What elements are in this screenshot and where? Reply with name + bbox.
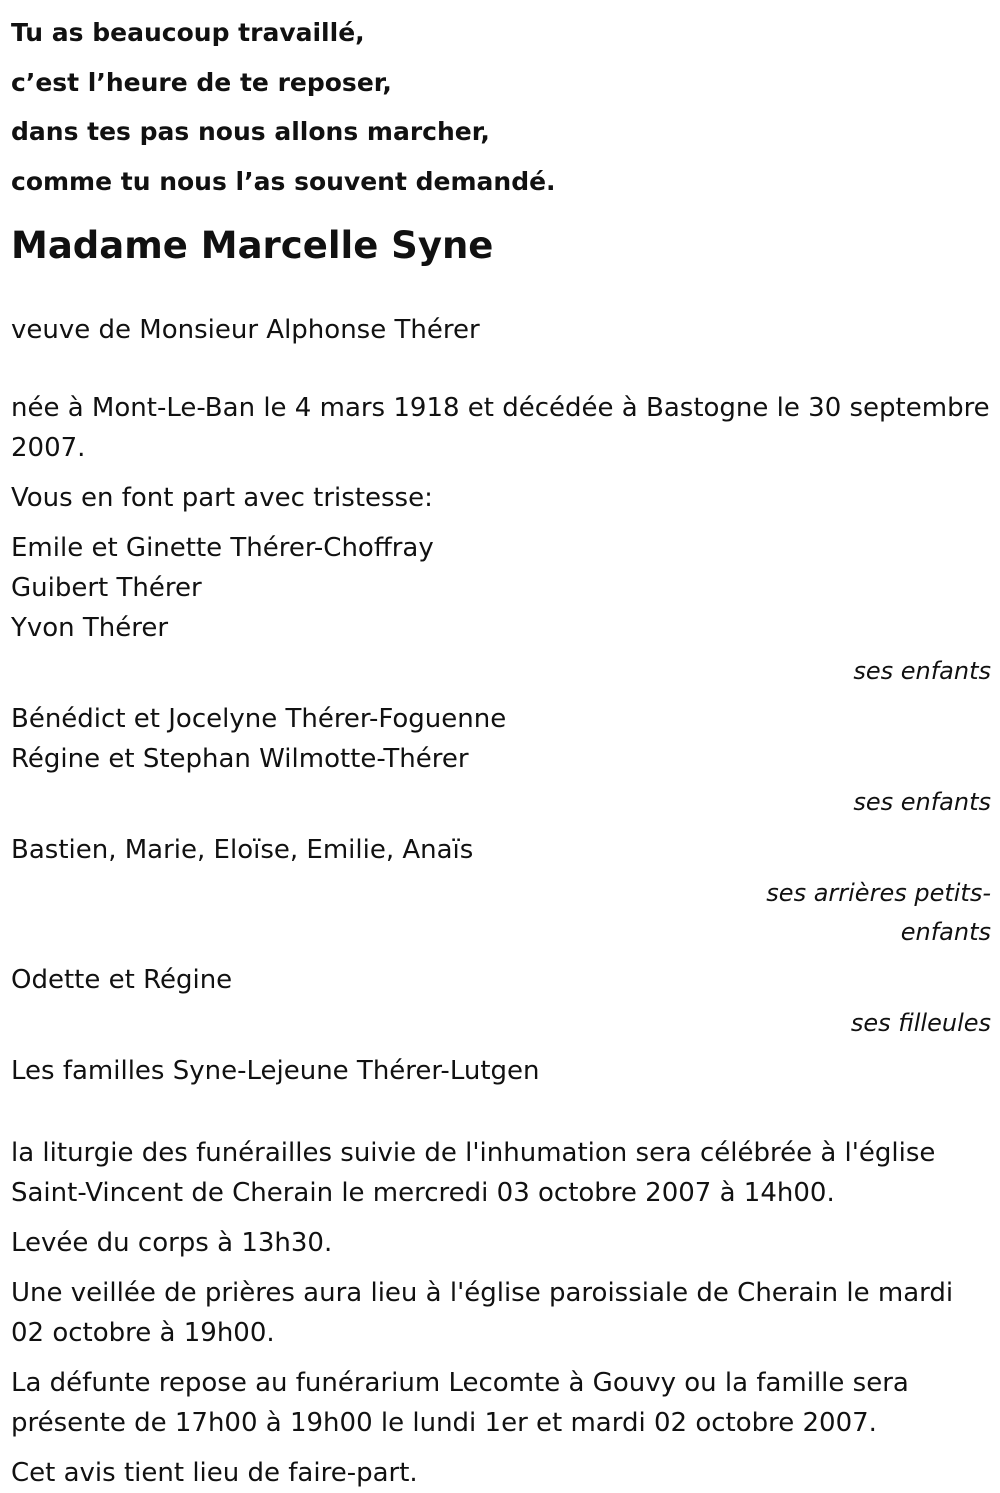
family-group <box>11 960 991 1043</box>
poem <box>11 0 991 206</box>
liturgy-text: la liturgie des funérailles suivie de l'inhumation sera célébrée à l'église Saint-Vincent de Cherain le mercredi 03 octobre 2007 à 14h00. <box>11 1138 936 1208</box>
poem-line: c’est l’heure de te reposer, <box>11 67 392 97</box>
poem-line: dans tes pas nous allons marcher, <box>11 117 490 146</box>
veillee-text: Une veillée de prières aura lieu à l'église paroissiale de Cherain le mardi 02 octobre à 19h00. <box>11 1278 954 1348</box>
family-member-name: Guibert Thérer <box>11 573 202 603</box>
family-member-name: Odette et Régine <box>11 965 233 995</box>
family-member-name: Yvon Thérer <box>11 613 169 643</box>
family-group <box>11 528 991 691</box>
family-member-name: Régine et Stephan Wilmotte-Thérer <box>11 744 469 774</box>
relation-label: ses enfants <box>853 788 991 816</box>
deceased-name: Madame Marcelle Syne <box>11 224 494 267</box>
repose-text: La défunte repose au funérarium Lecomte à Gouvy ou la famille sera présente de 17h00 à 19h00 le lundi 1er et mardi 02 octobre 2007. <box>11 1368 909 1438</box>
closing-text: Cet avis tient lieu de faire-part. <box>11 1458 418 1488</box>
levee-text: Levée du corps à 13h30. <box>11 1228 333 1258</box>
family-member-name: Bastien, Marie, Eloïse, Emilie, Anaïs <box>11 835 474 865</box>
relation-label: ses arrières petits-enfants <box>766 879 991 946</box>
birth-death-text: née à Mont-Le-Ban le 4 mars 1918 et décédée à Bastogne le 30 septembre 2007. <box>11 393 990 463</box>
family-member-name: Bénédict et Jocelyne Thérer-Foguenne <box>11 704 507 734</box>
relation-label: ses filleules <box>850 1009 991 1037</box>
family-group <box>11 699 991 822</box>
obituary-notice <box>11 0 991 1493</box>
poem-line: Tu as beaucoup travaillé, <box>11 18 365 47</box>
relation-label: ses enfants <box>853 657 991 685</box>
widow-of: veuve de Monsieur Alphonse Thérer <box>11 315 480 345</box>
poem-line: comme tu nous l’as souvent demandé. <box>11 166 556 196</box>
family-group <box>11 830 991 952</box>
family-member-name: Emile et Ginette Thérer-Choffray <box>11 533 434 563</box>
families-text: Les familles Syne-Lejeune Thérer-Lutgen <box>11 1056 540 1086</box>
announcement-text: Vous en font part avec tristesse: <box>11 483 433 513</box>
